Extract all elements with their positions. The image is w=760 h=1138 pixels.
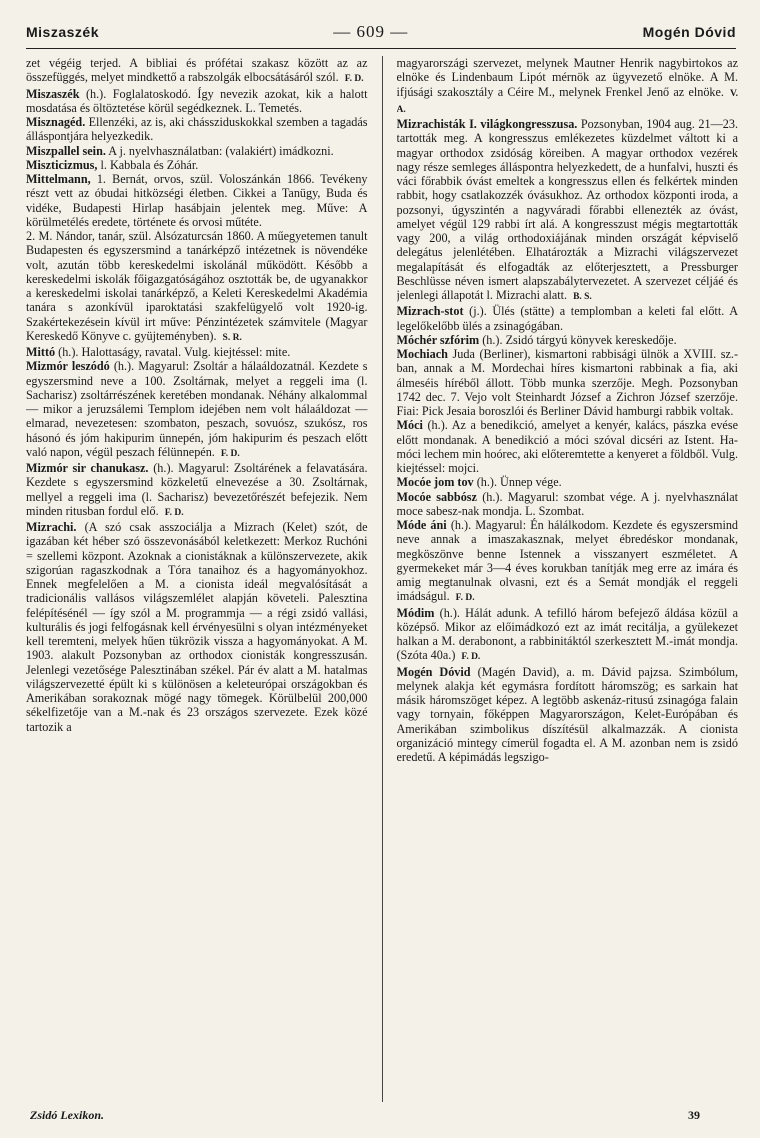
author-initials: F. D. <box>344 74 364 85</box>
right-column <box>397 56 739 1102</box>
entry-headword: Mocóe jom tov <box>396 475 474 490</box>
left-column <box>26 56 368 1102</box>
entry-text: (h.). Magyarul: Zsoltár a hálaáldozatnál. Kezdete s egyszersmind neve a 100. Zsoltárnak, melyet a reggeli ima (l. Sacharisz) zsoltárrészének keretében mondanak. Néhány alkalommal — mikor a jeruzsálemi Templom idejében nem volt hálaáldozat — elmarad, nevezetesen: szombaton, peszach, sovuósz, szukósz, ros hásonó és jóm hakipurim ünnepén, jóm hakipurim és peszach előtt való napon, végül peszach félünnepén. <box>26 359 368 459</box>
signature-mark: 39 <box>688 1108 700 1122</box>
entry-text: Ellenzéki, az is, aki chássziduskokkal szemben a tagadás álláspontjára helyezkedik. <box>26 115 368 144</box>
entry-text: (j.). Ülés (stätte) a templomban a keleti fal előtt. A legelőkelőbb ülés a zsinagógában. <box>396 304 738 333</box>
lexicon-entry <box>397 475 739 489</box>
entry-headword: Móchér szfórim <box>396 332 480 347</box>
text-columns <box>26 56 738 1102</box>
entry-headword: Móde áni <box>396 518 447 532</box>
entry-text: magyarországi szervezet, melynek Mautner Henrik nagybirtokos az elnöke és Lindenbaum Lipót mérnök az ügyvezető elnöke. A M. ifjúsági szakosztály a Céire M., melynek Frenkel Jenő az elnöke. <box>396 56 738 99</box>
publication-title: Zsidó Lexikon. <box>30 1108 104 1122</box>
running-head-left: Miszaszék <box>26 24 99 40</box>
lexicon-entry <box>397 117 739 304</box>
lexicon-entry <box>26 172 368 229</box>
entry-headword: Módim <box>396 605 435 620</box>
lexicon-entry <box>397 606 739 665</box>
entry-text: (h.). Halottaságy, ravatal. Vulg. kiejtéssel: mite. <box>58 345 291 359</box>
entry-text: Pozsonyban, 1904 aug. 21—23. tartották meg. A kongresszus emlékezetes küzdelmet váltott ki a magyar orthodox zsidóság köreiben. A magyar orthodox vezérek nagy része semleges álláspontra helyezkedett, de a hunfalvi, huszti és váci főrabbik óvást emeltek a kongresszus ellen és felkértek minden rabbit, hogy csatlakozzék óvásukhoz. Az orthodox központi iroda, a pozsonyi, úgyszintén a nagyváradi főrabbi ellenezték az óvást, amelyet végül 129 rabbi írt alá. A kongresszust mégis megtartották vagy 200, a világ orthodoxiájának minden országát képviselő delegátus jelenlétében. Elhatározták a Mizrachi világszervezet megalapítását és elfogadták az előterjesztett, a Pressburger Beschlüsse néven ismert alapszabálytervezetet. A szervezet céljáé és jelenlegi állapotát l. Mizrachi alatt. <box>396 117 738 302</box>
author-initials: F. D. <box>461 652 481 663</box>
entry-text: A j. nyelvhasználatban: (valakiért) imádkozni. <box>108 143 334 158</box>
entry-text: (h.). Ünnep vége. <box>476 475 562 490</box>
page-header <box>26 22 736 49</box>
entry-text: (A szó csak asszociálja a Mizrach (Kelet) szót, de igazában két héber szó összevonásából keletkezett: Merkoz Ruchóni = szellemi központ. Azoknak a cionistáknak a különszervezete, akik szigorúan ragaszkodnak a Tóra tanaihoz és a hagyományokhoz. Ennek megfelelően a M. a cionista ideál megvalósítását a tradicionális vallásos világszemlélet alapján követeli. Palesztina felépítésénél — így szól a M. programmja — a régi zsidó vallási, kulturális és jogi felfogásnak kell érvényesülni s olyan intézményeket kell teremteni, melyek hűen tükrözik vissza a hagyományokat. A M. 1903. alakult Pozsonyban az orthodox cionisták kongresszusán. Jelenlegi vezetősége Palesztinában székel. Pár év alatt a M. hatalmas világszervezetté épült ki s különösen a keleteurópai országokban és Amerikában sorakoznak mögé nagy tömegek. Körülbelül 200,000 sékelfizetője van a M.-nak és 23 országos szervezete. Ezek közé tartozik a <box>26 520 368 734</box>
entry-text: (h.). Zsidó tárgyú könyvek kereskedője. <box>482 332 677 347</box>
entry-headword: Mogén Dóvid <box>396 664 471 679</box>
lexicon-entry <box>397 333 739 347</box>
entry-text: 1. Bernát, orvos, szül. Voloszánkán 1866. Tevékeny részt vett az óbudai hitközségi életben. Cikkei a Tanügy, Buda és vidéke, Budapesti Hirlap hasábjain jelentek meg. Műve: A körülmetélés eredete, története és orvosi műtéte. <box>26 172 368 229</box>
entry-headword: Mittó <box>26 345 56 359</box>
lexicon-entry <box>397 304 739 333</box>
entry-headword: Mochiach <box>396 347 448 361</box>
lexicon-entry <box>397 56 739 117</box>
page-number: — 609 — <box>333 22 409 41</box>
entry-headword: Miszpallel sein. <box>26 143 106 158</box>
entry-text: (h.). Foglalatoskodó. Így nevezik azokat, kik a halott mosdatása és öltöztetése körül segédkeznek. L. Temetés. <box>26 86 368 115</box>
lexicon-entry <box>26 520 368 734</box>
lexicon-entry <box>26 56 368 87</box>
entry-text: (h.). Magyarul: Én hálálkodom. Kezdete és egyszersmind neve annak a imaszakasznak, melyet ébredéskor mondanak, megköszönve benne Istennek a visszanyert eszméletet. A gyermekeket már 3—4 éves korukban tanítják meg erre az imára és amig megtanulnak olvasni, ezt és a Semát mondják el reggeli imádságul. <box>396 518 738 604</box>
entry-text: (Magén David), a. m. Dávid pajzsa. Szimbólum, melynek alakja két egymásra fordított háromszög; es sarkain hat másik háromszöget képez. A legtöbb askenáz-ritusú zsinagóga falain vagy tornyain, főképpen Magyarországon, Kelet-Európában és Amerikában szimbolikus díszítésül alkalmazzák. A cionista organizáció mintegy címerül fogadta el. A M. azonban nem is zsidó eredetű. A képimádás legszigo- <box>396 664 738 764</box>
entry-headword: Móci <box>396 418 423 433</box>
lexicon-entry <box>26 115 368 144</box>
entry-text: zet végéig terjed. A bibliai és prófétai szakasz között az az összefüggés, melyet mindkettő a rabszolgák elbocsátásáról szól. <box>26 56 368 85</box>
entry-headword: Mizrachisták I. világkongresszusa. <box>396 117 578 131</box>
lexicon-entry <box>26 158 368 172</box>
entry-headword: Mizrach-stot <box>396 304 464 319</box>
entry-headword: Mocóe sabbósz <box>396 489 477 504</box>
lexicon-entry <box>26 461 368 520</box>
author-initials: F. D. <box>220 448 240 459</box>
entry-text: l. Kabbala és Zóhár. <box>100 157 199 172</box>
lexicon-entry <box>397 490 739 519</box>
author-initials: V. A. <box>396 88 738 115</box>
author-initials: S. R. <box>222 332 242 343</box>
entry-headword: Miszticizmus, <box>26 157 98 172</box>
column-divider <box>382 56 383 1102</box>
entry-text: (h.). Az a benedikció, amelyet a kenyér, kalács, pászka evése előtt mondanak. A benedikció a móci szóval dicséri az Istent. Ha-móci lechem min hoórec, aki előteremtette a kenyeret a földből. Vulg. kiejtéssel: mojci. <box>396 418 738 475</box>
lexicon-entry <box>26 87 368 116</box>
entry-text: (h.). Magyarul: Zsoltárének a felavatására. Kezdete s egyszersmind közkeletű elnevezése a 30. Zsoltárnak, mellyel a reggeli ima (l. Sacharisz) bevezetőrészét befejezik. Nem minden ritusban fordul elő. <box>26 461 368 518</box>
lexicon-entry <box>26 359 368 461</box>
entry-headword: Mizmór leszódó <box>26 359 110 374</box>
author-initials: F. D. <box>455 593 475 604</box>
entry-text: 2. M. Nándor, tanár, szül. Alsózaturcsán 1860. A műegyetemen tanult Budapesten és egyszersmind a tanárképző intézetnek is növendéke volt, azután több kereskedelmi iskolánál működött. Később a kereskedelmi iskolák főigazgatóságához osztották be, de ugyanakkor a kereskedelmi iskolai tanárképző, a Keleti Kereskedelmi Akadémia tanára s azonkívül iparoktatási szakfelügyelő volt 1920-ig. Szakértekezésein kívül irt műve: Pénzintézetek számvitele (Magyar Kereskedő Könyve c. gyüjteményben). <box>26 229 368 343</box>
running-head-right: Mogén Dóvid <box>642 24 736 40</box>
lexicon-entry <box>397 518 739 606</box>
page-footer <box>30 1108 700 1123</box>
entry-headword: Mizmór sir chanukasz. <box>26 461 149 475</box>
entry-text: Juda (Berliner), kismartoni rabbisági ülnök a XVIII. sz.-ban, annak a M. Mordechai híres kismartoni rabbinak a fia, aki álmeséis híréből állott. Több munka szerzője. Megh. Pozsonyban 1742 dec. 7. Vejo volt Steinhardt József a Zichron József szerzője. Fiai: Pick Jesaia boroszlói és Berliner Dávid hamburgi rabbik voltak. <box>396 347 738 418</box>
entry-headword: Mittelmann, <box>26 172 91 186</box>
entry-text: (h.). Magyarul: szombat vége. A j. nyelvhasználat moce sabesz-nak mondja. L. Szombat. <box>396 489 738 518</box>
entry-headword: Mizrachi. <box>26 520 77 534</box>
entry-headword: Misznagéd. <box>26 115 86 129</box>
lexicon-entry <box>26 229 368 345</box>
lexicon-entry <box>397 665 739 765</box>
lexicon-entry <box>26 345 368 359</box>
entry-text: (h.). Hálát adunk. A tefilló három befejező áldása közül a középső. Mikor az előimádkozó ezt az imát recitálja, a gyülekezet halkan a M. derabonont, a rabbinitáktól szerkesztett M.-imát mondja. (Szóta 40a.) <box>396 605 738 663</box>
lexicon-entry <box>26 144 368 158</box>
author-initials: F. D. <box>164 507 184 518</box>
entry-headword: Miszaszék <box>26 86 80 101</box>
lexicon-entry <box>397 347 739 418</box>
lexicon-entry <box>397 418 739 475</box>
author-initials: B. S. <box>573 292 592 302</box>
